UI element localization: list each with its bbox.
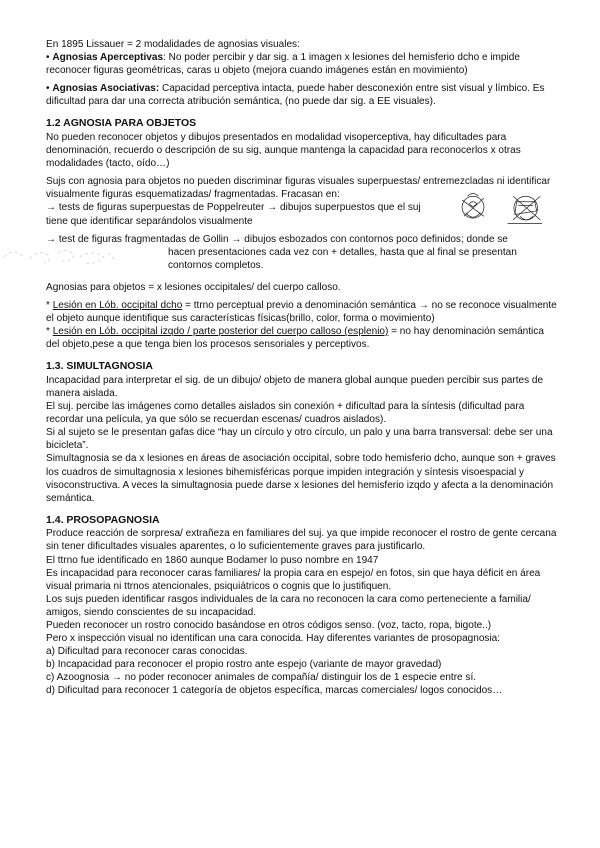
paragraph: Incapacidad para interpretar el sig. de un dibujo/ objeto de manera global aunque pueden percibir sus partes de manera aislada. xyxy=(46,374,544,399)
paragraph: Agnosias para objetos = x lesiones occipitales/ del cuerpo calloso. xyxy=(46,281,341,293)
paragraph: Simultagnosia se da x lesiones en áreas de asociación occipital, sobre todo hemisferio dcho, aunque son + graves los cuadros de simultagnosia x lesiones bihemisféricas porque impiden integración y síntesis visoespacial y visoconstructiva. A veces la simultagnosia puede darse x lesiones del hemisferio izqdo y afecta a la denominación semántica. xyxy=(46,453,556,504)
section-heading-agnosia-objetos: 1.2 AGNOSIA PARA OBJETOS xyxy=(46,117,197,130)
gollin-text-line: → test de figuras fragmentadas de Gollin → dibujos esbozados con contornos poco definidos; donde se xyxy=(46,233,508,245)
list-item: d) Dificultad para reconocer 1 categoría de objetos específica, marcas comerciales/ logos conocidos… xyxy=(46,685,503,697)
list-item: b) Incapacidad para reconocer el propio rostro ante espejo (variante de mayor gravedad) xyxy=(46,659,442,671)
paragraph: No pueden reconocer objetos y dibujos presentados en modalidad visoperceptiva, hay dificultades para denominación, recuerdo o descripción de su sig, aunque mantenga la capacidad para reconocerlos x otras modalidades (tacto, oído…) xyxy=(46,131,521,170)
paragraph: El suj. percibe las imágenes como detalles aislados sin conexión + dificultad para la síntesis (dificultad para recordar una película, ya que sólo se recuerdan escenas/ cuadros aislados). xyxy=(46,401,525,426)
poppelreuter-block xyxy=(46,201,558,227)
poppelreuter-text: → tests de figuras superpuestas de Poppelreuter → dibujos superpuestos que el suj tiene que identificar separándolos visualmente xyxy=(46,202,421,227)
section-heading-prosopagnosia: 1.4. PROSOPAGNOSIA xyxy=(46,513,160,526)
paragraph: Los sujs pueden identificar rasgos individuales de la cara no reconocen la cara como perteneciente a familia/ amigos, siendo conscientes de su incapacidad. xyxy=(46,593,531,618)
paragraph: Produce reacción de sorpresa/ extrañeza en familiares del suj. ya que impide reconocer el rostro de gente cercana sin tener dificultades visuales aparentes, o lo suficientemente graves para justificarlo. xyxy=(46,528,557,553)
asociativas-paragraph: • Agnosias Asociativas: Capacidad perceptiva intacta, puede haber desconexión entre sist visual y límbico. Es dificultad para dar una correcta atribución semántica, (no puede dar sig. a EE visuales). xyxy=(46,83,545,108)
list-item: a) Dificultad para reconocer caras conocidas. xyxy=(46,646,248,658)
paragraph: Si al sujeto se le presentan gafas dice “hay un círculo y otro círculo, un palo y una barra transversal: debe ser una bicicleta”. xyxy=(46,427,553,452)
fragmented-figures-illustration xyxy=(0,245,120,267)
section-heading-simultagnosia: 1.3. SIMULTAGNOSIA xyxy=(46,360,153,373)
aperceptivas-title: Agnosias Aperceptivas xyxy=(52,52,164,64)
lesion-left-paragraph: * Lesión en Lób. occipital izqdo / parte posterior del cuerpo calloso (esplenio) = no hay denominación semántica del objeto,pese a que tenga bien los procesos sensoriales y perceptivos. xyxy=(46,326,544,351)
paragraph: Es incapacidad para reconocer caras familiares/ la propia cara en espejo/ en fotos, sin que haya déficit en área visual primaria ni ttrnos atencionales, psiquiátricos o cognis que lo justifiquen. xyxy=(46,567,541,592)
lesion-right-paragraph: * Lesión en Lób. occipital dcho = ttrno perceptual previo a denominación semántica → no se reconoce visualmente el objeto aunque identifique sus características físicas(brillo, color, forma o movimiento) xyxy=(46,300,557,325)
gollin-block xyxy=(46,233,558,272)
overlapping-figures-illustration xyxy=(448,189,558,229)
gollin-text-continued: hacen presentaciones cada vez con + detalles, hasta que al final se presentan contornos completos. xyxy=(168,246,517,271)
paragraph: Pero x inspección visual no identifican una cara conocida. Hay diferentes variantes de prosopagnosia: xyxy=(46,633,501,645)
paragraph: Sujs con agnosia para objetos no pueden discriminar figuras visuales superpuestas/ entremezcladas ni identificar visualmente figuras esquematizadas/ fragmentadas. Fracasan en: xyxy=(46,176,551,201)
document-page xyxy=(46,38,558,698)
aperceptivas-paragraph: • Agnosias Aperceptivas: No poder percibir y dar sig. a 1 imagen x lesiones del hemisferio dcho e impide reconocer figuras geométricas, caras u objeto (mejora cuando imágenes están en movimiento) xyxy=(46,52,520,77)
asociativas-title: Agnosias Asociativas: xyxy=(52,83,160,95)
list-item: c) Azoognosia → no poder reconocer animales de compañía/ distinguir los de 1 especie entre sí. xyxy=(46,672,477,684)
intro-line: En 1895 Lissauer = 2 modalidades de agnosias visuales: xyxy=(46,39,300,50)
paragraph: El ttrno fue identificado en 1860 aunque Bodamer lo puso nombre en 1947 xyxy=(46,554,379,566)
paragraph: Pueden reconocer un rostro conocido basándose en otros códigos senso. (voz, tacto, ropa, bigote..) xyxy=(46,619,492,631)
lesion-left-label: Lesión en Lób. occipital izqdo / parte posterior del cuerpo calloso (esplenio) xyxy=(52,326,389,338)
lesion-right-label: Lesión en Lób. occipital dcho xyxy=(52,300,183,311)
